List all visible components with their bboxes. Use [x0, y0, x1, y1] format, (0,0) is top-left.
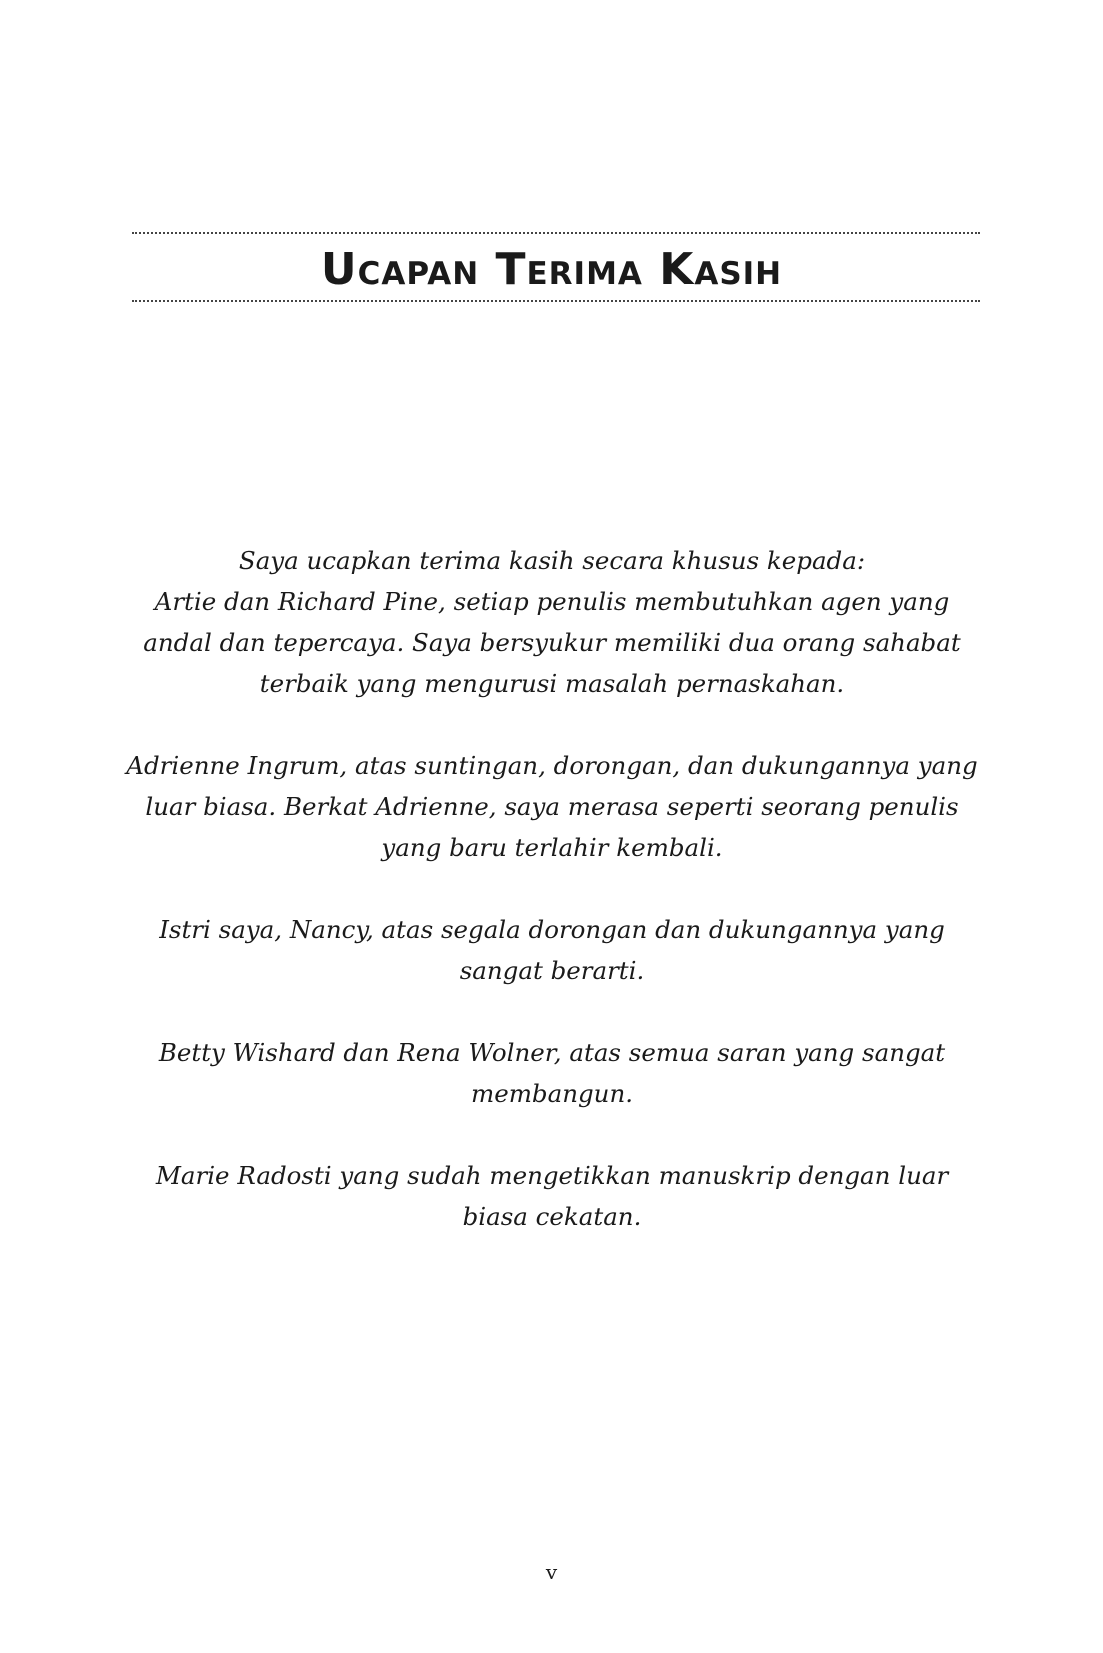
title-rule-top [132, 232, 980, 234]
acknowledgements-body [120, 540, 984, 1278]
text-line: terbaik yang mengurusi masalah pernaskahan. [259, 669, 845, 698]
text-line: sangat berarti. [459, 956, 645, 985]
paragraph [120, 1032, 984, 1114]
text-line: Istri saya, Nancy, atas segala dorongan dan dukungannya yang [159, 915, 945, 944]
text-line: yang baru terlahir kembali. [381, 833, 723, 862]
text-line: membangun. [470, 1079, 634, 1108]
paragraph [120, 745, 984, 868]
chapter-title: Ucapan Terima Kasih [320, 244, 783, 295]
page-number: v [545, 1560, 558, 1584]
text-line: luar biasa. Berkat Adrienne, saya merasa seperti seorang penulis [145, 792, 959, 821]
text-line: Marie Radosti yang sudah mengetikkan manuskrip dengan luar [155, 1161, 949, 1190]
paragraph [120, 1155, 984, 1237]
paragraph [120, 909, 984, 991]
text-line: Adrienne Ingrum, atas suntingan, dorongan, dan dukungannya yang [126, 751, 978, 780]
text-line: biasa cekatan. [462, 1202, 642, 1231]
text-line: Saya ucapkan terima kasih secara khusus kepada: [238, 546, 866, 575]
text-line: andal dan tepercaya. Saya bersyukur memiliki dua orang sahabat [143, 628, 961, 657]
title-rule-bottom [132, 300, 980, 302]
paragraph [120, 540, 984, 704]
text-line: Betty Wishard dan Rena Wolner, atas semua saran yang sangat [158, 1038, 946, 1067]
text-line: Artie dan Richard Pine, setiap penulis membutuhkan agen yang [154, 587, 950, 616]
